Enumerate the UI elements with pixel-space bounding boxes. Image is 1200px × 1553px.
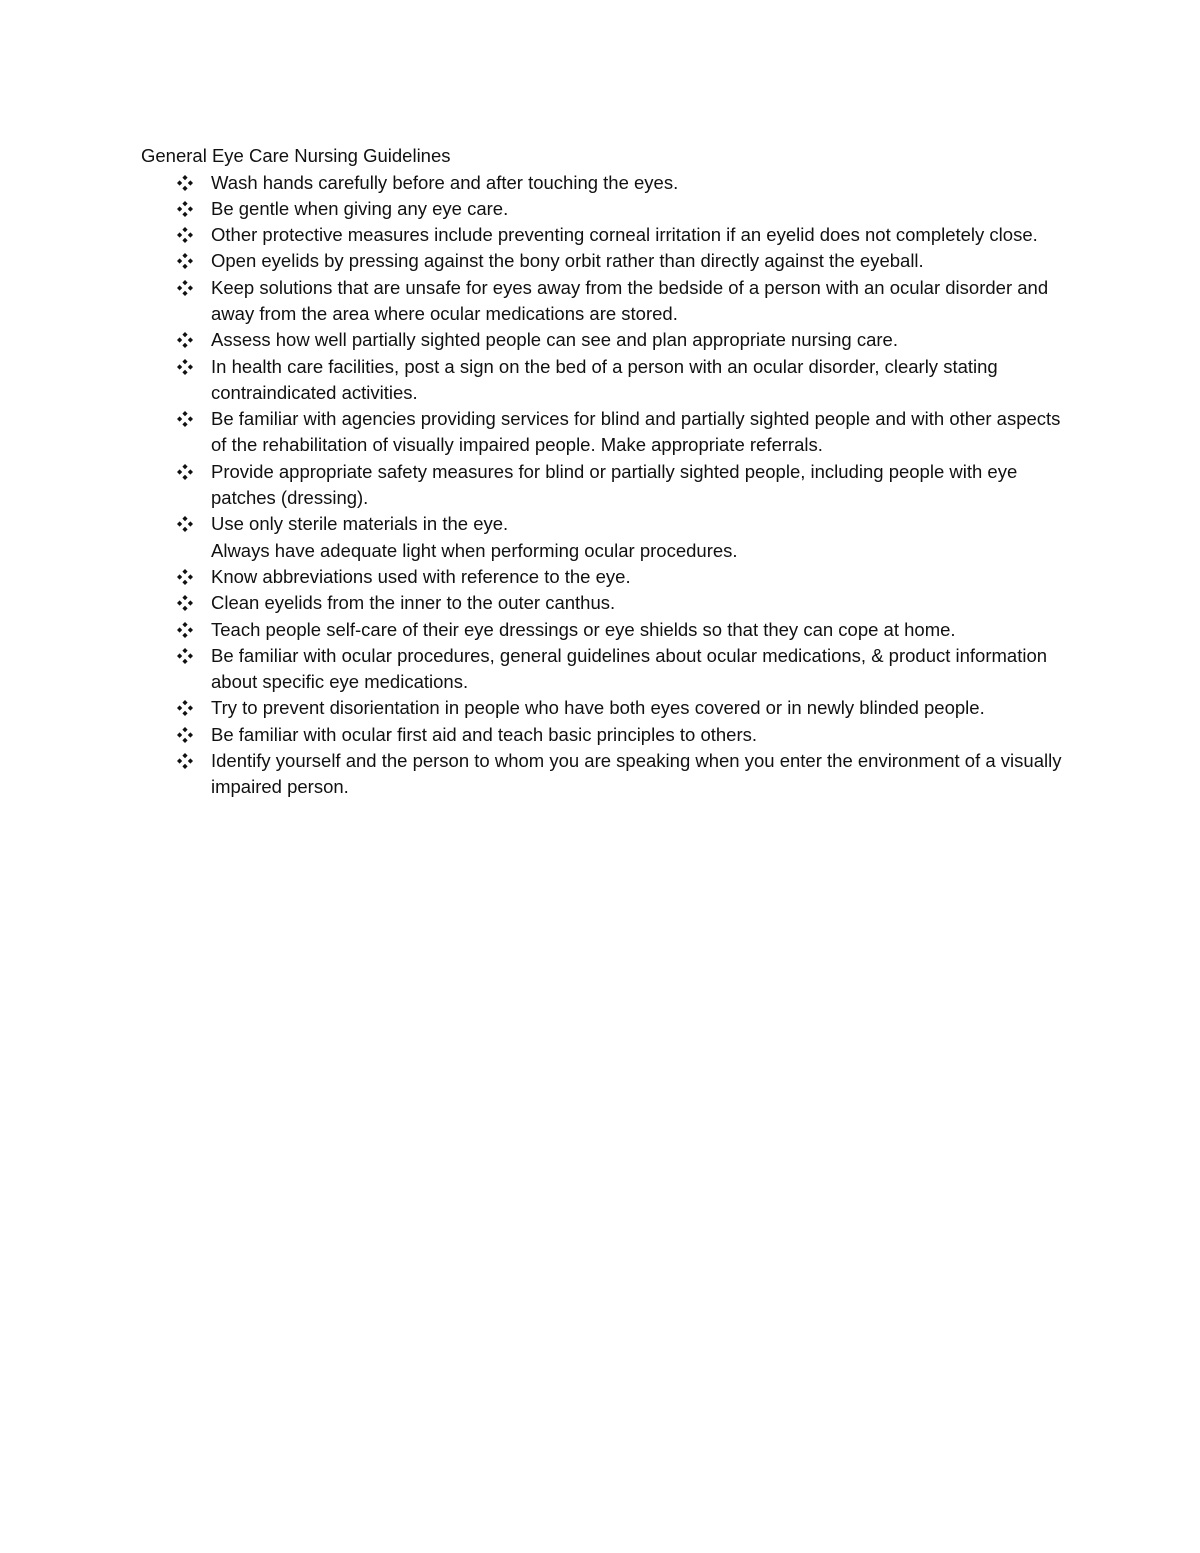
four-diamond-bullet-icon [176, 410, 194, 428]
guideline-item [0, 406, 1071, 459]
four-diamond-bullet-icon [176, 252, 194, 270]
guideline-text: Provide appropriate safety measures for blind or partially sighted people, including people with eye patches (dressing). [211, 460, 1018, 509]
four-diamond-bullet-icon [176, 647, 194, 665]
guideline-text: Try to prevent disorientation in people who have both eyes covered or in newly blinded people. [211, 697, 985, 719]
guideline-item [0, 170, 1071, 196]
four-diamond-bullet-icon [176, 174, 194, 192]
four-diamond-bullet-icon [176, 752, 194, 770]
guideline-text: Teach people self-care of their eye dressings or eye shields so that they can cope at home. [211, 618, 956, 640]
four-diamond-bullet-icon [176, 515, 194, 533]
four-diamond-bullet-icon [176, 226, 194, 244]
guideline-item [0, 248, 1071, 274]
guideline-item [0, 590, 1071, 616]
guideline-text: Clean eyelids from the inner to the outer canthus. [211, 592, 616, 614]
guideline-item [0, 564, 1071, 590]
guideline-text: Assess how well partially sighted people can see and plan appropriate nursing care. [211, 329, 898, 351]
guideline-item [0, 327, 1071, 353]
guideline-item [0, 222, 1071, 248]
four-diamond-bullet-icon [176, 331, 194, 349]
guideline-text: Be gentle when giving any eye care. [211, 197, 509, 219]
guideline-text: Other protective measures include preventing corneal irritation if an eyelid does not completely close. [211, 224, 1038, 246]
guideline-text: Know abbreviations used with reference to the eye. [211, 565, 631, 587]
guideline-item [0, 354, 1071, 407]
four-diamond-bullet-icon [176, 200, 194, 218]
four-diamond-bullet-icon [176, 621, 194, 639]
four-diamond-bullet-icon [176, 726, 194, 744]
guideline-text: Identify yourself and the person to whom you are speaking when you enter the environment of a visually impaired person. [211, 750, 1062, 798]
four-diamond-bullet-icon [176, 463, 194, 481]
guideline-item [0, 275, 1071, 328]
four-diamond-bullet-icon [176, 279, 194, 297]
guideline-text: In health care facilities, post a sign on the bed of a person with an ocular disorder, clearly stating contraindicated activities. [211, 355, 998, 403]
four-diamond-bullet-icon [176, 594, 194, 612]
guideline-item [0, 748, 1071, 801]
guideline-item [0, 196, 1071, 222]
guideline-text: Keep solutions that are unsafe for eyes away from the bedside of a person with an ocular disorder and away from the area where ocular medications are stored. [211, 276, 1049, 324]
guideline-item [0, 695, 1071, 721]
guideline-list [0, 170, 1200, 801]
guideline-text: Always have adequate light when performing ocular procedures. [211, 539, 738, 561]
guideline-item [0, 538, 1071, 564]
guideline-text: Be familiar with ocular first aid and teach basic principles to others. [211, 723, 758, 745]
guideline-text: Open eyelids by pressing against the bony orbit rather than directly against the eyeball. [211, 250, 924, 272]
guideline-item [0, 722, 1071, 748]
document-title: General Eye Care Nursing Guidelines [141, 145, 451, 166]
guideline-text: Be familiar with agencies providing services for blind and partially sighted people and with other aspects of the rehabilitation of visually impaired people. Make appropriate referrals. [211, 408, 1061, 456]
guideline-text: Be familiar with ocular procedures, general guidelines about ocular medications, & product information about specific eye medications. [211, 644, 1048, 693]
guideline-item [0, 643, 1071, 696]
guideline-item [0, 617, 1071, 643]
guideline-item [0, 459, 1071, 512]
guideline-text: Wash hands carefully before and after touching the eyes. [211, 171, 679, 193]
guideline-item [0, 511, 1071, 537]
four-diamond-bullet-icon [176, 699, 194, 717]
guideline-text: Use only sterile materials in the eye. [211, 513, 509, 535]
four-diamond-bullet-icon [176, 358, 194, 376]
four-diamond-bullet-icon [176, 568, 194, 586]
